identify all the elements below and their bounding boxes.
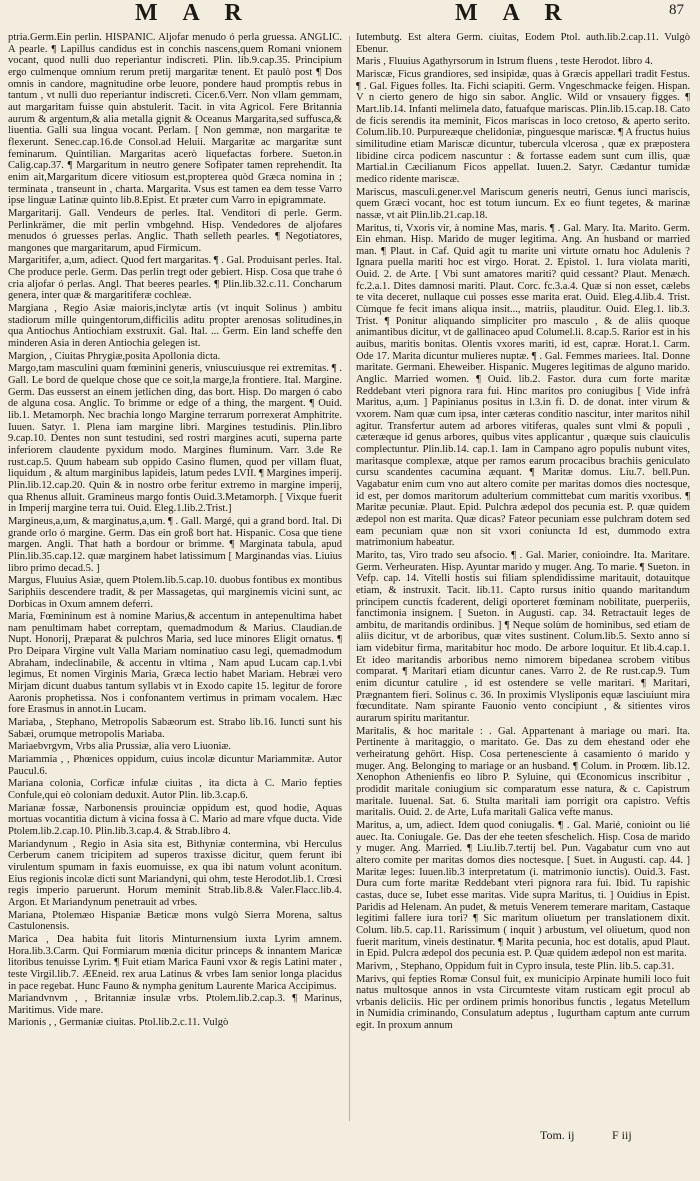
signature-mark: F iij [612, 1128, 632, 1142]
dictionary-entry: Mariandynum , Regio in Asia sita est, Bithyniæ contermina, vbi Herculus Cerberum canem tricipitem ad superos traxisse dicitur, quem ferunt ibi virulentum spumam in faxis euomuisse, ex qua ibi natum volunt aconitum. Eius regionis incolæ dicti sunt Mariandyni, qui ohm, teste Herodot.lib.1. Crœsi regis imperio paruerunt. Horum meminit Strab.lib.8.& Valer.Flacc.lib.4. Argon. Et Mariandynum penetrauit ad vrbes. [8, 838, 342, 908]
dictionary-entry: Margineus,a,um, & marginatus,a,um. ¶ . Gall. Margé, qui a grand bord. Ital. Di grande orlo ó margine. Germ. Das ein groß bort hat. Hispanic. Cosa que tiene margen. Angli. That hath a bordour or brimme. ¶ Marginata tabula, apud Plin.lib.35.cap.12. quæ marginem habet latissimum [ Marginandas vias. Liuius libro primo decad.5. ] [8, 515, 342, 574]
dictionary-entry: Maris , Fluuius Agathyrsorum in Istrum fluens , teste Herodot. libro 4. [356, 56, 653, 68]
volume-marker: Tom. ij [540, 1128, 575, 1142]
dictionary-entry: Margaritarij. Gall. Vendeurs de perles. Ital. Venditori di perle. Germ. Perlinkrämer, die mit perlin vmbgehnd. Hisp. Vendedores de aljofares menudos ó gruesses perlas. Anglic. Thath selleth pearles. ¶ Negotiatores, mangones que margaritarum, apud Firmicum. [8, 207, 342, 254]
dictionary-entry: Iutembutg. Est altera Germ. ciuitas, Eodem Ptol. auth.lib.2.cap.11. Vulgò Ebenur. [356, 32, 690, 55]
dictionary-entry: Margus, Fluuius Asiæ, quem Ptolem.lib.5.cap.10. duobus fontibus ex montibus Sariphiis descendere tradit, & per Massagetas, qui marginemis vicini sunt, ac Dorbicas in Oxum amnem deferri. [8, 575, 342, 610]
dictionary-entry: Mariscus, masculi.gener.vel Mariscum generis neutri, Genus iunci mariscis, quem Græci vocant, hoc est totum iuncum. Ex eo fiunt tegetes, & marinæ nassæ, vt ait Plin.lib.21.cap.18. [356, 186, 690, 221]
page-number: 87 [669, 2, 684, 18]
right-column [356, 32, 690, 1033]
dictionary-entry: Maritus, a, um, adiect. Idem quod coniugalis. ¶ . Gal. Marié, conioint ou lié auec. Ita. Coniugale. Ge. Das der ehe teeten sfeschelich. Hisp. Cosa de marido y muger. Ang. Married. ¶ Liu.lib.7.tertij bel. Pun. Vagabatur cum vno aut altero comite per maritas domos dies noctesque. [ Suet. in Augusti. cap. 44. ] Maritæ leges: Iuuen.lib.3 interpretatum (i. matrimonio iunctis). Ouid.3. Fast. Dura cum forte maritæ Reddebant vteri pignora rara fui. Ibid. Tu rapishic castas, duce se, Iubet esse maritas. Vide supra Maritus, ti. ] Ouidius in Epist. Paridis ad Helenam. An pudet, & metuis Venerem temerare maritam, Castaque legitimi fallere iura tori? ¶ Sic maritum oliuetum per translationem dixit. Colum. lib.5. cap.11. Rarissimum ( inquit ) arbustum, vel oliuetum, quod non fuerit maritum, vineis destinatur. ¶ Marita pecunia, hoc est dotalis, apud Plaut. in Epid. Pulcra ædepol dos pecunia est. P. Quæ quidem ædepol non est marita. [356, 819, 690, 960]
dictionary-entry: Mariaebvrgvm, Vrbs alia Prussiæ, alia vero Liuoniæ. [8, 741, 232, 753]
dictionary-entry: Marica , Dea habita fuit litoris Minturnensium iuxta Lyrim amnem. Hora.lib.3.Carm. Qui Formiarum mœnia dicitur princeps & innantem Maricæ litoribus tenuisse Lyrim. ¶ Fuit etiam Marica Fauni vxor & regis Latini mater , teste Virgil.lib.7. ÆEneid. rex arua Latinus & vrbes Iam senior longa placidus in pace regebat. Hunc Fauno & nympha genitum Laurente Marica Accipimus. [8, 933, 342, 992]
dictionary-entry: Marito, tas, Viro trado seu afsocio. ¶ . Gal. Marier, conioindre. Ita. Maritare. Germ. Verheuraten. Hisp. Ayuntar marido y muger. Ang. To marie. ¶ Sueton. in Vefp. cap. 14. Vitelli hostis sui filiam splendidissime maritauit, dotauitque etiam, & instruxit. Tacit. lib.11. Capto rursus initio quando maritandum principem cunctis fcaderent, deligi oporteret fœminam nobilitate, puerperiis, fanctimonia insignem. [ Sueton. in Augusti. cap. 34. Retractauit leges de ambitu, de maritandis ordinibus. ] ¶ Neque solùm de hominibus, sed etiam de aliis dicitur, vt de arboribus, quæ vites sustinent. Colum.lib.5. Sexto anno si iam videbitur firma, maritabitur hoc modo. De arbore loquitur. Et lib.4.cap.1. Et ideo maritandis arboribus nemo nimorem bipedanea scrobem vitibus comparat. ¶ Maritari etiam dicuntur canes. Varro 2. de Re rust.cap.9. Tum enim dicuntur catulire , id est ostendere se velle maritari. ¶ Maritari, Prægnantem fieri. Solinus c. 36. In proximis Vlysliponis equæ lasciuiunt mira fœcunditate. Nam spirante Fauonio vento concipiunt , & sitientes viros aurarum spiritu maritantur. [356, 549, 690, 725]
dictionary-entry: Margion, , Ciuitas Phrygiæ,posita Apollonia dicta. [8, 350, 221, 362]
dictionary-entry: ptria.Germ.Ein perlin. HISPANIC. Aljofar menudo ó perla gruessa. ANGLIC. A pearle. ¶ Lapillus candidus est in conchis nascens,quem Romani vnionem vocant, quod nulli duo reperiantur indiscreti. Plin. lib.9.cap.35. Principium ergo culmenque omnium rerum pretij margaritæ tenent. Et paulò post ¶ Dos omnis in candore, magnitudine orbe leuore, pondere haud promptis rebus in tantum , vt nulli duo reperiantur indiscreti. Cicer.6.Verr. Non vllam gemmam, aut margaritam fuisse quin abstulerit. Tacit. in vita Agricol. Fere Britannia aurum & argentum,& alia metalla gignit & Oceanus Margarita,sed suffusca,& liuentia. Galli sua lingua vocant. Perlam. [ Non gemmæ, non margaritæ te flexerunt. Senec.cap.16.de Consol.ad Heluii. Margaritæ ac margaritæ sunt feminarum. Quintilian. Margaritas acerò liquefactas forbere. Sueton.in Calig.cap.37. ¶ Margaritum in neutro genere Sofipater tamen reprehendit. Ita enim ait,Margaritum dicere vitiosum est,propterea quòd Græca nomina in ; terminata , transeunt in , charta. Margarita. Vsus est tamen ea dem tesse Varro ipse linguæ Latinæ quinto lib.8.Epist. Et præter cum Varro in epigrammate. [8, 32, 342, 207]
dictionary-entry: Marionis , , Germaniæ ciuitas. Ptol.lib.2.c.11. Vulgò [8, 1017, 229, 1029]
dictionary-entry: Margaritifer, a,um, adiect. Quod fert margaritas. ¶ . Gal. Produisant perles. Ital. Che produce perle. Germ. Das perlin tregt oder gebiert. Hisp. Cosa que trahe ó cria aljofar ó perlas. Angl. That beeres pearles. ¶ Plin.lib.32.c.11. Concharum genera, inter quæ & margaritiferæ cochleæ. [8, 255, 342, 302]
left-headword: M A R [135, 0, 252, 26]
dictionary-entry: Maritalis, & hoc maritale : . Gal. Appartenant à mariage ou mari. Ita. Pertinente à maritaggio, o maritato. Ge. Das zu dem ehestand oder ehe verheiratung gehört. Hisp. Cosa pertenesciente à casamiento ó marido y muger. Ang. Belonging to mariage or an husband. ¶ Colum. in Proœm. lib.12. Xenophon Athenienfis eo libro P. Syluine, qui Œconomicus inscribitur , prodidit maritale coniugium sic comparatum esse natura, & c. Capistrum maritale. Iuuenal. Sat. 6. Stulta maritali iam porrigit ora capistro. Veftis maritalis. Ouid. 2. de Arte, Lufa maritali Galica vefte manus. [356, 725, 690, 819]
dictionary-entry: Mariaba, , Stephano, Metropolis Sabæorum est. Strabo lib.16. Iuncti sunt his Sabæi, orumque metropolis Mariaba. [8, 717, 342, 740]
dictionary-entry: Maria, Fœmininum est à nomine Marius,& accentum in antepenultima habet nam penultimam habet correptam, quemadmodum & Marius. Claudian.de Nupt. Honorij, Præparat & pulchros Maria, sed luce minores Eligit ornatus. ¶ Pro Deipara Virgine vult Valla Mariam nominatiuo casu legi, quemadmodum Abraham, indeclinabile, & accentu in vltima , Nam apud Lucam cap.1.vbi legimus, Et nomen Virginis Maria, Græca lectio habet Mariam. Hebræi vero Mirjam dicunt duabus tantum syllabis vt in Exodo capite 15. legitur de forore Aaronis prophetissa. Nos i confonantem vertimus in primam vocalem. Hæc fore Erasmus in annot.in Lucam. [8, 611, 342, 716]
dictionary-entry: Marivm, , Stephano, Oppidum fuit in Cypro insula, teste Plin. lib.5. cap.31. [356, 960, 675, 972]
running-header [0, 0, 700, 30]
dictionary-entry: Mariandvnvm , , Britanniæ insulæ vrbs. Ptolem.lib.2.cap.3. ¶ Marinus, Maritimus. Vide mare. [8, 993, 342, 1016]
dictionary-entry: Margo,tam masculini quam fœminini generis, vniuscuiusque rei extremitas. ¶ . Gall. Le bord de quelque chose que ce soit,la marge,la frontiere. Ital. Margine. Germ. Das eusserst an einem jetlichen ding, das bort. Hisp. Do margen ó cabo de alguna cosa. Anglic. To brimme or edge of a thing, the margent. ¶ Ouid. lib.1. Metamorph. Nec brachia longo Margine terrarum porrexerat Amphitrite. Iuuen. Satyr. 1. Plena iam margine libri. Margines testudinis. Plin.libro 9.cap.10. Dentes non sunt testudini, sed rostri margines acuti, superna parte inferiorem claudente pyxidum modo. Margines fluminum. Varr. 3.de Re rust.cap.5. Quum habeam sub oppido Casino flumen, quod per villam fluat, liquidum , & altum marginibus lapideis, latum pedes LVII. ¶ Margines imperij. Plin.lib.12.cap.20. Quin & in nostro orbe feritur extremo in margine imperij, qua Rhenus alluit. Gramineus margo fontis Ouid.3.Metamorph. [ Vixque fuerit in Imperij margine terra tui. Ouid. Eleg.1.lib.2.Trist.] [8, 363, 342, 515]
dictionary-entry: Margiana , Regio Asiæ maioris,inclytæ artis (vt inquit Solinus ) ambitu stadiorum mille quingentorum,difficilis aditu propter arenosas solitudines,in qua Antiochus Antiochiam exstruxit. Gal. Ital. ... Germ. Ein land scheffe den minderen Asia in deren Antiochia gelegen ist. [8, 303, 342, 350]
dictionary-entry: Mariammia , , Phœnices oppidum, cuius incolæ dicuntur Mariammitæ. Autor Paucul.6. [8, 754, 342, 777]
left-column [8, 32, 342, 1030]
dictionary-entry: Marivs, qui fepties Romæ Consul fuit, ex municipio Arpinate humili loco fuit natus multosque annos in vsta Circumteste vitam rusticam egit procul ab vrbanis deliciis. Hic per ordinem primis honoribus functis , legatus Metellum in Numidia criminando, Consulatum adeptus , Iugurtham captum ante currum egit. In proxum annum [356, 973, 690, 1032]
dictionary-entry: Maritus, ti, Vxoris vir, à nomine Mas, maris. ¶ . Gal. Mary. Ita. Marito. Germ. Ein ehman. Hisp. Marido de muger legitima. Ang. An husband or married man. ¶ Plaut. in Caf. Quid agit tu marite uni virtute ornatu hoc Adulenis ? Ignara puella mariti hoc est virgo. Horat. 2. Epistol. 1. Iura violata mariti, Ouid. 2. de Arte. [ Vbi sunt amatores mariti? quid cessant? Plaut. Menæch. fc.2.a.1. Dites damnosi mariti. Plaut. Corc. fc.3.a.4. Quæ si non esset, cælebs te vita deceret, nullaque cui posses esse marita erat. Ouid. Eleg.4.lib.4. Trist. Cùmque fe fecit imans aliqua insit..., matriis, plauditur. Ouid. Eleg.1. lib.3. Trist. ¶ Ponitur aliquando simpliciter pro masculo , & de aliis quoque animantibus dicitur, vt de gallinaceo apud Columel.li. 8.cap.5. Rarior est in his auibus, maritis bonitas. Olentis vxores mariti, id est, capræ. Horat.1. Carm. Ode 17. Marita dicuntur mulieres nuptæ. ¶ . Gal. Femmes mariees. Ital. Donne maritate. Germani. Eheweiber. Hispanic. Mugeres legitimas de alguno marido. Anglic. Married women. ¶ Ouid. lib.2. Fastor. dura cum forte maritæ Reddebant vteri pignora rara fui. Hinc maritos pro coniugibus [ Vide infrà Maritus, a,um. ] Papinianus positus in l.3.in fi. D. de donat. inter virum & vxorem. Nam quæ cum ipsa, inter cæteras conditio nascitur, inter maritos nihil agitur. Transfertur autem ad arbores vitiferas, quales sunt vlmi & populi , cæteræque id genus arbores, quibus vites applicantur , quæque suis clauiculis complectuntur. Plin.lib.14. cap.1. Iam in Campano agro populis nubunt vites, maritasque complexæ, atque per ramos earum procacibus brachiis geniculato cursu scandentes cacumina æquant. ¶ Maritæ domus. Liu.7. bell.Pun. Vagabatur enim cum vno aut altero comite per maritas domos dies noctesque, id est, per domos maritorum adulterium committebat cum maritis vxoribus. ¶ Maritæ pecuniæ. Plaut. Epid. Pulchra ædepol dos pecunia est. P. quæ quidem ædepol non est marita. Quæ dicas? Fateor pecuniam esse pulchram dotem sed eam pecuniam quæ non sit vxori coniuncta Id est, dummodo extra matrimonium habeatur. [356, 222, 690, 549]
right-headword: M A R [455, 0, 572, 26]
page-footer [0, 1128, 700, 1152]
dictionary-entry: Mariana, Ptolemæo Hispaniæ Bæticæ mons vulgò Sierra Morena, saltus Castulonensis. [8, 909, 342, 933]
dictionary-entry: Mariscæ, Ficus grandiores, sed insipidæ, quas à Græcis appellari tradit Festus. ¶ . Gal. Figues folles. Ita. Fichi sciapiti. Germ. Vngeschmacke feigen. Hispan. V n cierto genero de higo sin sabor. Anglic. Wild or vnsauery figges. ¶ Mart.lib.14. Infanti melimela dato, fatuafque mariscas. Plin.lib.15.cap.18. Cato de ficis serendis ita meminit, Ficos mariscas in loco cretoso, & aperto serito. Colum.lib.10. Purpureæque chelidoniæ, pinguesque mariscæ. ¶ A fructus huius similitudine etiam Mariscæ dicuntur, tubercula vlcerosa , quæ ex præpostera libidine circa podicem nascuntur : & fortasse eadem sunt cum illis, quæ Martial.in Cæcilianum Ficos appellat. Iuuen.2. Satyr. Cædantur tumidæ medico ridente mariscæ. [356, 68, 690, 185]
dictionary-entry: Marianæ fossæ, Narbonensis prouinciæ oppidum est, quod hodie, Aquas mortuas vocantitia dictum à vicina fossa à C. Mario ad mare vfque ducta. Vide Ptolem.lib.2.cap.10. Plin.lib.3.cap.4. & Strab.libro 4. [8, 802, 342, 837]
column-divider [349, 36, 350, 1121]
dictionary-entry: Mariana colonia, Corficæ infulæ ciuitas , ita dicta à C. Mario fepties Confule,qui eò coloniam deduxit. Autor Plin. lib.3.cap.6. [8, 778, 342, 801]
